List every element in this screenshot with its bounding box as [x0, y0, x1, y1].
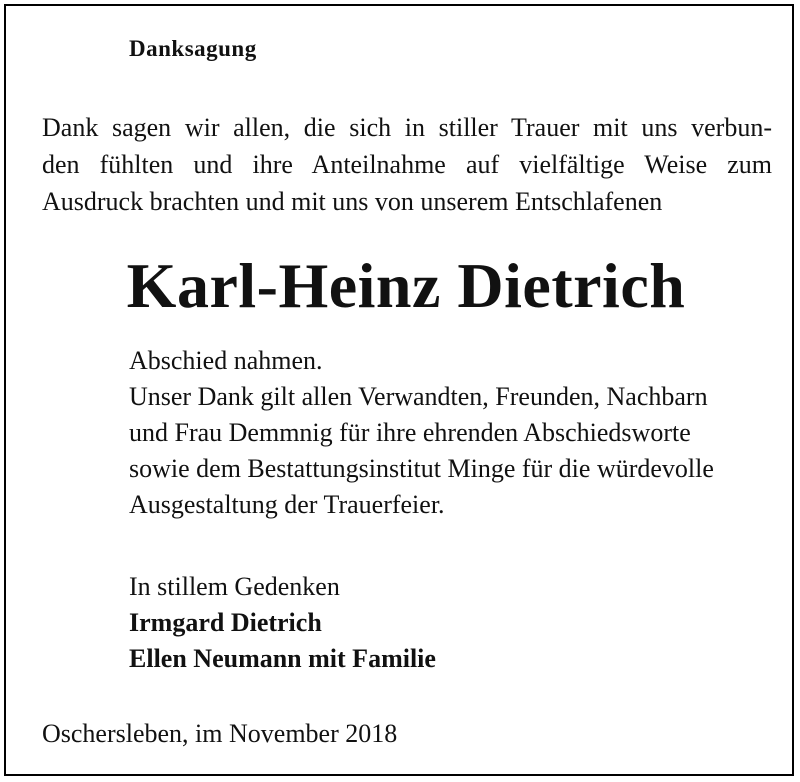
body-line: Unser Dank gilt allen Verwandten, Freunden, Nachbarn [129, 382, 708, 411]
intro-line: Ausdruck brachten und mit uns von unserem Entschlafenen [42, 187, 663, 216]
signoff-block [129, 569, 436, 677]
intro-paragraph [42, 109, 772, 220]
intro-line: den fühlten und ihre Anteilnahme auf vielfältige Weise zum [42, 150, 772, 179]
body-line: sowie dem Bestattungsinstitut Minge für die würdevolle [129, 454, 714, 483]
notice-heading: Danksagung [129, 36, 257, 61]
signatory-name: Ellen Neumann mit Familie [129, 644, 436, 673]
signatory-name: Irmgard Dietrich [129, 608, 322, 637]
obituary-notice-frame [4, 4, 794, 776]
body-paragraph [129, 343, 714, 523]
signoff-intro: In stillem Gedenken [129, 572, 340, 601]
body-line: Abschied nahmen. [129, 346, 323, 375]
body-line: und Frau Demmnig für ihre ehrenden Abschiedsworte [129, 418, 691, 447]
deceased-name: Karl-Heinz Dietrich [126, 250, 686, 321]
place-and-date: Oschersleben, im November 2018 [42, 719, 398, 748]
intro-line: Dank sagen wir allen, die sich in stiller Trauer mit uns verbun- [42, 113, 772, 142]
body-line: Ausgestaltung der Trauerfeier. [129, 490, 445, 519]
